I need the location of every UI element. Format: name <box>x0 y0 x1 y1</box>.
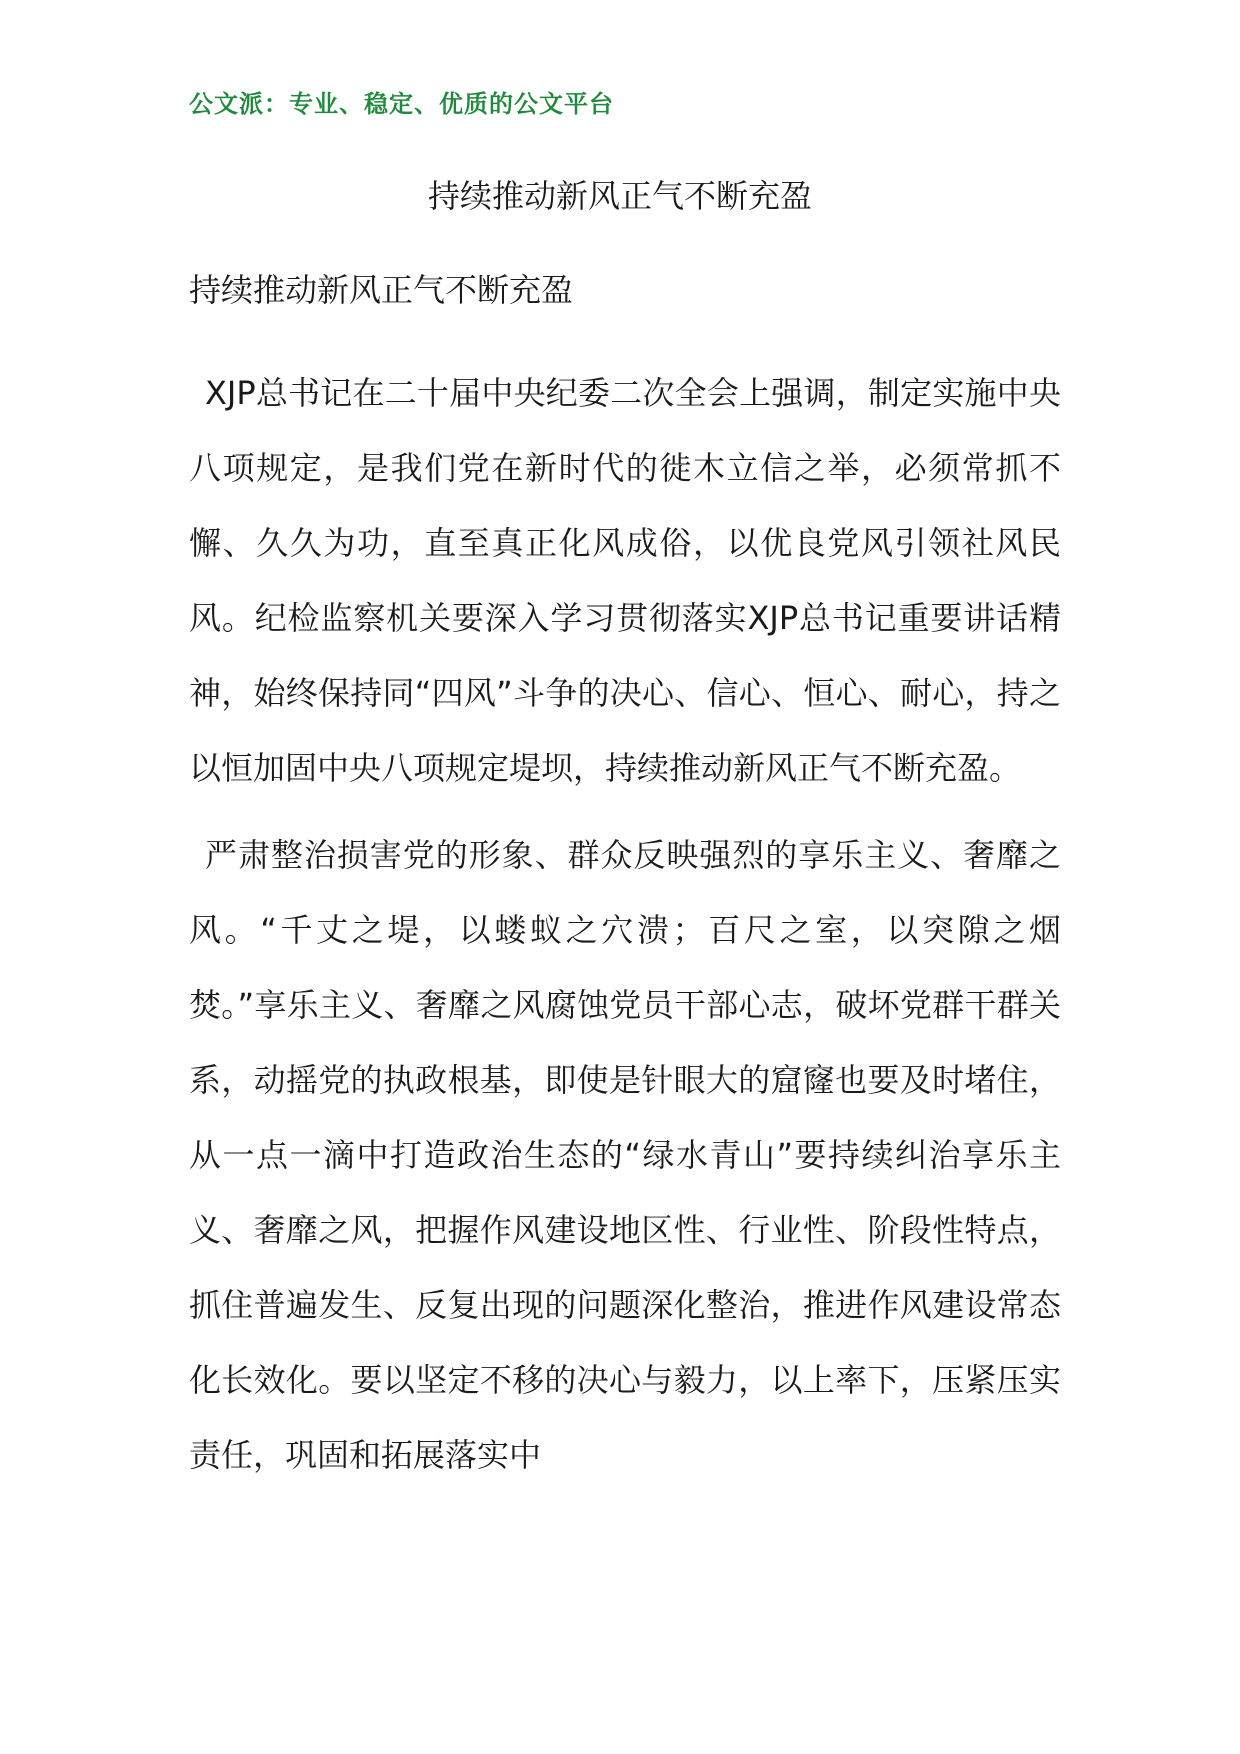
paragraph-1: XJP总书记在二十届中央纪委二次全会上强调，制定实施中央八项规定，是我们党在新时代的徙木立信之举，必须常抓不懈、久久为功，直至真正化风成俗，以优良党风引领社风民风。纪检监察机关要深入学习贯彻落实XJP总书记重要讲话精神，始终保持同“四风”斗争的决心、信心、恒心、耐心，持之以恒加固中央八项规定堤坝，持续推动新风正气不断充盈。 <box>189 374 1061 787</box>
document-body <box>189 356 1061 1493</box>
document-subtitle: 持续推动新风正气不断充盈 <box>189 271 574 309</box>
document-title: 持续推动新风正气不断充盈 <box>427 177 812 215</box>
brand-header: 公文派：专业、稳定、优质的公文平台 <box>189 90 614 118</box>
paragraph-2: 严肃整治损害党的形象、群众反映强烈的享乐主义、奢靡之风。“千丈之堤，以蝼蚁之穴溃；百尺之室，以突隙之烟焚。”享乐主义、奢靡之风腐蚀党员干部心志，破坏党群干群关系，动摇党的执政根基，即使是针眼大的窟窿也要及时堵住，从一点一滴中打造政治生态的“绿水青山”要持续纠治享乐主义、奢靡之风，把握作风建设地区性、行业性、阶段性特点，抓住普遍发生、反复出现的问题深化整治，推进作风建设常态化长效化。要以坚定不移的决心与毅力，以上率下，压紧压实责任，巩固和拓展落实中 <box>189 836 1061 1474</box>
